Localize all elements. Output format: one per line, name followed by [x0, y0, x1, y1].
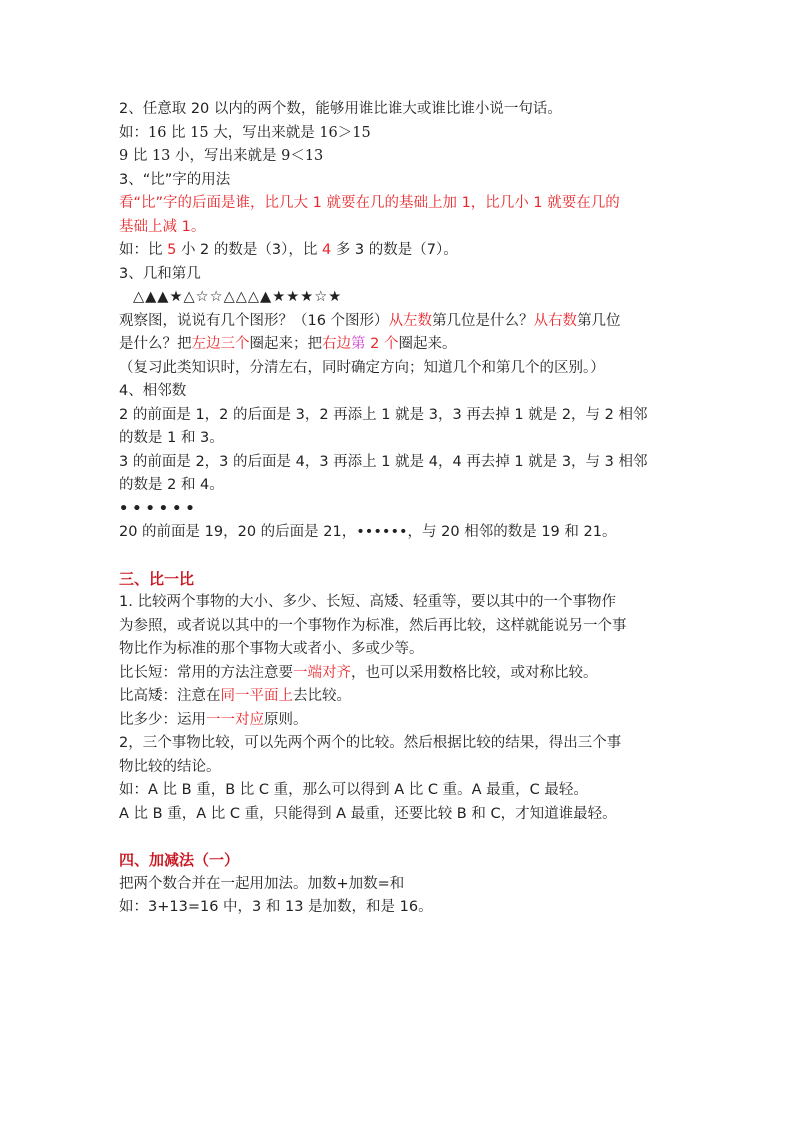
text-line	[119, 709, 679, 733]
text-line: 的数是 2 和 4。	[119, 477, 224, 493]
text-span: 第几位是什么？	[432, 312, 534, 329]
highlight-span: 2 个	[365, 336, 399, 352]
text-span: 去比较。	[293, 688, 351, 704]
text-span: 观察图，说说有几个图形？（16 个图形）	[119, 312, 389, 329]
subheading: 3、“比”字的用法	[119, 171, 231, 188]
text-line: 3 的前面是 2，3 的后面是 4，3 再添上 1 就是 4，4 再去掉 1 就是 3，与 3 相邻	[119, 453, 648, 470]
text-line: 如：16 比 15 大，写出来就是 16＞15	[119, 124, 371, 141]
text-line: 2、任意取 20 以内的两个数，能够用谁比谁大或谁比谁小说一句话。	[119, 101, 562, 117]
text-line: 2 的前面是 1，2 的后面是 3，2 再添上 1 就是 3，3 再去掉 1 就是 2，与 2 相邻	[119, 406, 648, 423]
text-span: 小 2 的数是（3），比	[176, 242, 322, 258]
text-span: 第几位	[577, 312, 621, 329]
text-line: 20 的前面是 19，20 的后面是 21，••••••，与 20 相邻的数是 19 和 21。	[119, 524, 617, 540]
text-span: 比多少：运用	[119, 711, 206, 728]
text-span: 是什么？把	[119, 336, 192, 352]
text-span: 原则。	[264, 711, 308, 728]
section-heading: 四、加减法（一）	[119, 851, 240, 869]
text-span: 比高矮：注意在	[119, 688, 221, 704]
text-line: 的数是 1 和 3。	[119, 430, 224, 446]
text-span: ，也可以采用数格比较，或对称比较。	[351, 664, 598, 681]
shape-sequence: △▲▲★△☆☆△△△▲★★★☆★	[133, 289, 343, 305]
highlight-span: 一一对应	[206, 711, 264, 728]
ellipsis-dots: ••••••	[119, 500, 199, 517]
highlight-number: 4	[321, 242, 332, 258]
text-line: （复习此类知识时，分清左右，同时确定方向；知道几个和第几个的区别。）	[119, 359, 605, 376]
highlight-span: 从右数	[533, 312, 578, 329]
subheading: 3、几和第几	[119, 265, 201, 282]
text-span: 圈起来。	[398, 336, 457, 352]
text-line: 物比作为标准的那个事物大或者小、多或少等。	[119, 641, 424, 657]
document-page	[119, 98, 679, 920]
highlight-span: 同一平面上	[220, 688, 293, 704]
magenta-span: 第	[351, 336, 366, 352]
text-line	[119, 662, 679, 686]
text-span: 圈起来；把	[249, 336, 322, 352]
spacer	[119, 545, 679, 568]
text-line: 为参照，或者说以其中的一个事物作为标准，然后再比较，这样就能说另一个事	[119, 617, 627, 634]
highlight-line: 看“比”字的后面是谁，比几大 1 就要在几的基础上加 1，比几小 1 就要在几的	[119, 195, 620, 211]
text-line	[119, 685, 679, 709]
text-line: 如：3+13=16 中，3 和 13 是加数，和是 16。	[119, 899, 433, 915]
highlight-span: 左边三个	[191, 336, 250, 352]
text-line	[119, 239, 679, 263]
text-span: 多 3 的数是（7）。	[331, 242, 458, 258]
text-line: 物比较的结论。	[119, 758, 221, 775]
text-line: 2，三个事物比较，可以先两个两个的比较。然后根据比较的结果，得出三个事	[119, 735, 622, 751]
text-line: 如：A 比 B 重，B 比 C 重，那么可以得到 A 比 C 重。A 最重，C 最轻。	[119, 782, 588, 798]
section-heading: 三、比一比	[119, 569, 195, 588]
highlight-line: 基础上减 1。	[119, 218, 206, 235]
text-line	[119, 310, 679, 334]
subheading: 4、相邻数	[119, 383, 187, 399]
text-line: 1. 比较两个事物的大小、多少、长短、高矮、轻重等，要以其中的一个事物作	[119, 594, 616, 610]
highlight-number: 5	[167, 242, 177, 258]
spacer	[119, 826, 679, 849]
text-line: 9 比 13 小，写出来就是 9＜13	[119, 148, 324, 164]
text-line: A 比 B 重，A 比 C 重，只能得到 A 最重，还要比较 B 和 C，才知道谁最轻。	[119, 805, 617, 822]
highlight-span: 一端对齐	[293, 664, 351, 681]
text-span: 比长短：常用的方法注意要	[119, 664, 293, 681]
text-line	[119, 333, 679, 357]
text-span: 如：比	[119, 242, 168, 258]
highlight-span: 从左数	[388, 312, 433, 329]
highlight-span: 右边	[322, 336, 351, 352]
text-line: 把两个数合并在一起用加法。加数+加数=和	[119, 875, 405, 892]
